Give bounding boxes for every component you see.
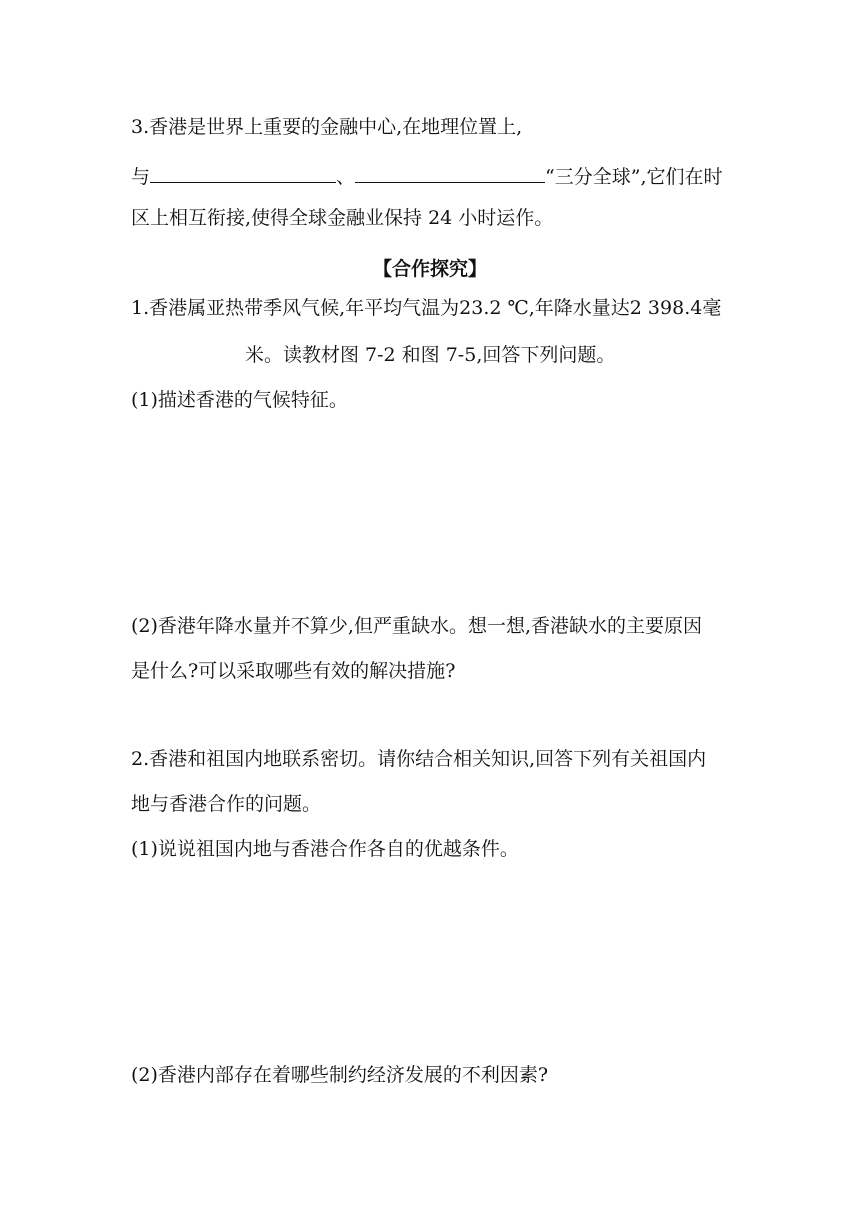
q2-line-2: 地与香港合作的问题。: [131, 793, 322, 815]
q3-line-2-prefix: 与: [131, 166, 151, 188]
q1-sub-question-1: (1)描述香港的气候特征。: [131, 389, 348, 411]
section-title: 【合作探究】: [372, 258, 487, 280]
q3-line-3: 区上相互衔接,使得全球金融业保持 24 小时运作。: [131, 207, 554, 229]
answer-blank-2[interactable]: [355, 162, 545, 183]
q1-line-1: 1.香港属亚热带季风气候,年平均气温为23.2 ℃,年降水量达2 398.4毫: [131, 297, 722, 319]
q1-sub-question-2-line-2: 是什么?可以采取哪些有效的解决措施?: [131, 660, 456, 682]
q3-line-2: [131, 162, 723, 189]
q2-sub-question-1: (1)说说祖国内地与香港合作各自的优越条件。: [131, 838, 519, 860]
q2-line-1: 2.香港和祖国内地联系密切。请你结合相关知识,回答下列有关祖国内: [131, 748, 707, 770]
q2-sub-question-2: (2)香港内部存在着哪些制约经济发展的不利因素?: [131, 1064, 549, 1086]
answer-space-q2-1[interactable]: [131, 870, 731, 1060]
answer-space-q1-1[interactable]: [131, 420, 731, 600]
answer-space-q2-2[interactable]: [131, 1095, 731, 1195]
q1-line-2: 米。读教材图 7-2 和图 7-5,回答下列问题。: [245, 344, 616, 366]
answer-blank-1[interactable]: [150, 162, 336, 183]
answer-space-q1-2[interactable]: [131, 690, 731, 740]
q1-sub-question-2-line-1: (2)香港年降水量并不算少,但严重缺水。想一想,香港缺水的主要原因: [131, 615, 702, 637]
q3-line-1: 3.香港是世界上重要的金融中心,在地理位置上,: [131, 116, 523, 138]
q3-line-2-suffix: “三分全球”,它们在时: [545, 166, 723, 188]
q3-line-2-separator: 、: [336, 166, 356, 188]
